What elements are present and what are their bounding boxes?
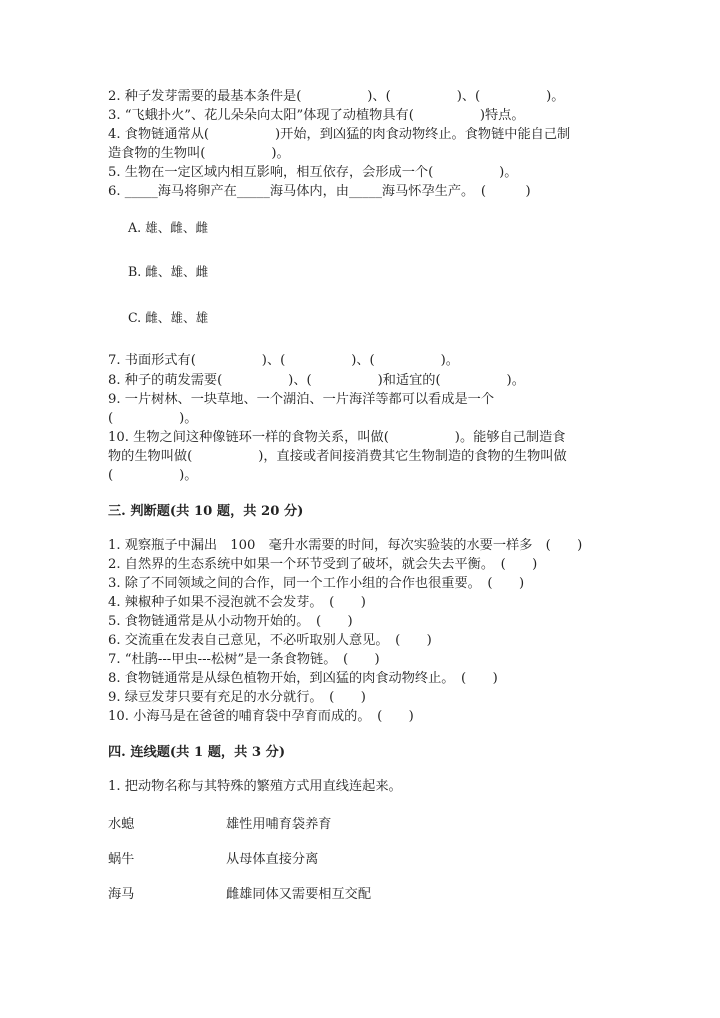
question-10-line-1: 10. 生物之间这种像链环一样的食物关系，叫做( )。能够自己制造食 [108, 430, 566, 445]
question-5: 5. 生物在一定区域内相互影响，相互依存，会形成一个( )。 [108, 165, 518, 180]
question-6-option-b: B. 雌、雄、雌 [128, 264, 209, 279]
animal-2: 蜗牛 [108, 852, 135, 867]
question-10-line-3: ( )。 [108, 468, 198, 483]
method-1: 雄性用哺育袋养育 [226, 817, 332, 832]
question-3: 3. “飞蛾扑火”、花儿朵朵向太阳”体现了动植物具有( )特点。 [108, 108, 525, 123]
matching-prompt: 1. 把动物名称与其特殊的繁殖方式用直线连起来。 [108, 779, 402, 794]
question-4-line-1: 4. 食物链通常从( )开始，到凶猛的肉食动物终止。食物链中能自己制 [108, 127, 571, 142]
judge-item-1: 1. 观察瓶子中漏出 100 毫升水需要的时间，每次实验装的水要一样多 ( ) [108, 538, 583, 553]
question-2: 2. 种子发芽需要的最基本条件是( )、( )、( )。 [108, 89, 565, 104]
judge-item-10: 10. 小海马是在爸爸的哺育袋中孕育而成的。 ( ) [108, 709, 414, 724]
question-7: 7. 书面形式有( )、( )、( )。 [108, 353, 459, 368]
question-9-line-1: 9. 一片树林、一块草地、一个湖泊、一片海洋等都可以看成是一个 [108, 392, 495, 407]
judge-item-3: 3. 除了不同领域之间的合作，同一个工作小组的合作也很重要。 ( ) [108, 576, 525, 591]
animal-1: 水螅 [108, 817, 135, 832]
judge-item-8: 8. 食物链通常是从绿色植物开始，到凶猛的肉食动物终止。 ( ) [108, 671, 498, 686]
section-4-title: 四. 连线题(共 1 题，共 3 分) [108, 745, 286, 760]
question-8: 8. 种子的萌发需要( )、( )和适宜的( )。 [108, 373, 525, 388]
question-6-option-c: C. 雌、雄、雄 [128, 310, 209, 325]
animal-3: 海马 [108, 887, 135, 902]
question-9-line-2: ( )。 [108, 411, 198, 426]
judge-item-4: 4. 辣椒种子如果不浸泡就不会发芽。 ( ) [108, 595, 366, 610]
judge-item-9: 9. 绿豆发芽只要有充足的水分就行。 ( ) [108, 690, 366, 705]
question-4-line-2: 造食物的生物叫( )。 [108, 146, 290, 161]
question-6-option-a: A. 雄、雌、雌 [128, 220, 209, 235]
judge-item-2: 2. 自然界的生态系统中如果一个环节受到了破坏，就会失去平衡。 ( ) [108, 557, 538, 572]
question-10-line-2: 物的生物叫做( )，直接或者间接消费其它生物制造的食物的生物叫做 [108, 449, 567, 464]
method-2: 从母体直接分离 [226, 852, 319, 867]
question-6: 6. _____海马将卵产在_____海马体内，由_____海马怀孕生产。 ( ) [108, 184, 531, 199]
judge-item-6: 6. 交流重在发表自己意见，不必听取别人意见。 ( ) [108, 633, 432, 648]
method-3: 雌雄同体又需要相互交配 [226, 887, 372, 902]
section-3-title: 三. 判断题(共 10 题，共 20 分) [108, 504, 304, 519]
judge-item-7: 7. “杜鹃---甲虫---松树”是一条食物链。 ( ) [108, 652, 380, 667]
judge-item-5: 5. 食物链通常是从小动物开始的。 ( ) [108, 614, 353, 629]
